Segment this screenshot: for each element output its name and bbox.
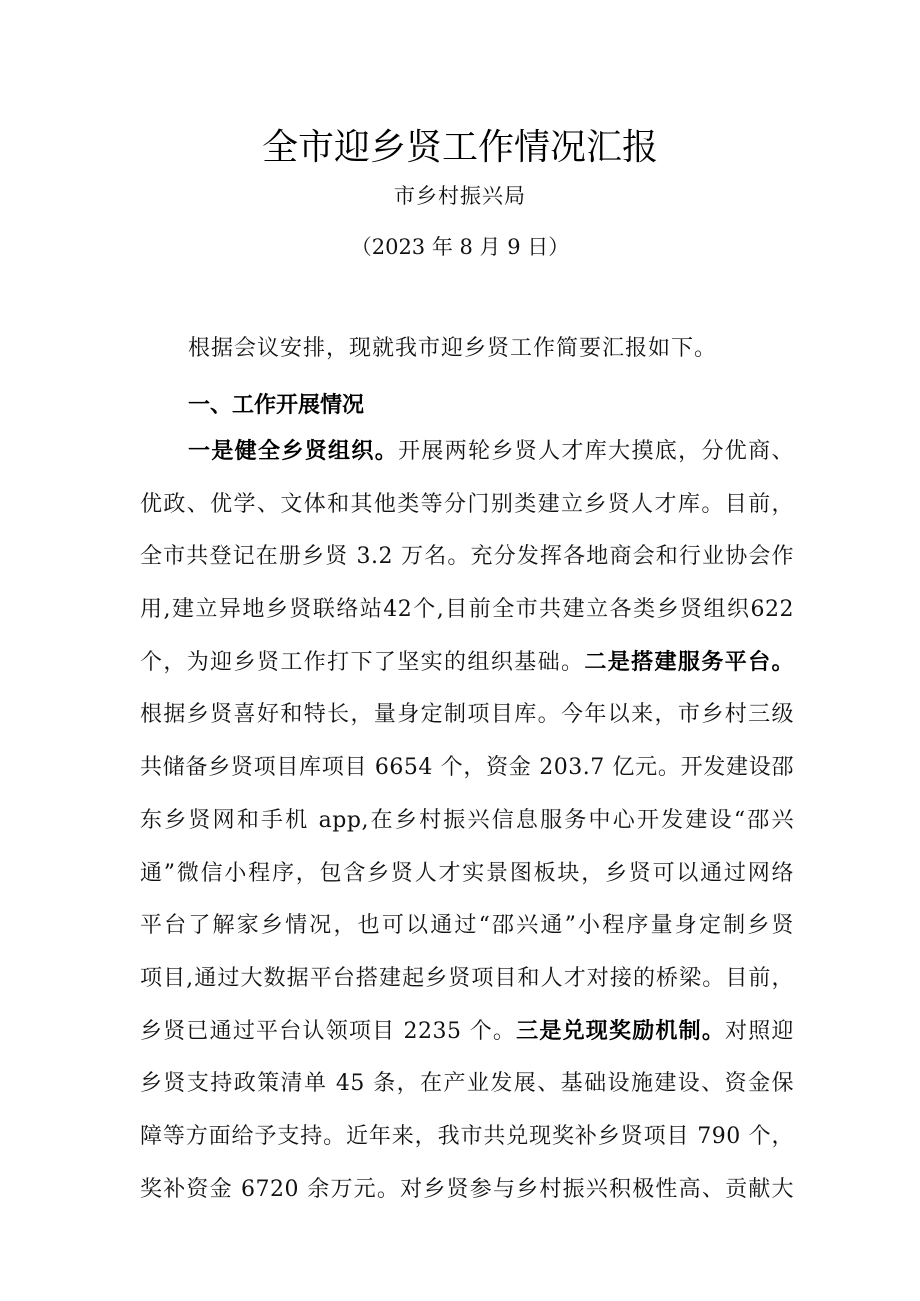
- bold-lead: 二是搭建服务平台。: [584, 649, 794, 675]
- body-paragraph: [140, 435, 794, 1225]
- section-heading: 一、工作开展情况: [188, 393, 365, 418]
- body-line: [140, 1120, 794, 1173]
- body-line: [140, 435, 794, 488]
- line-text: 用,建立异地乡贤联络站42个,目前全市共建立各类乡贤组织622: [140, 597, 794, 623]
- body-line: [140, 804, 794, 857]
- document-title: 全市迎乡贤工作情况汇报: [261, 127, 658, 168]
- line-text: 奖补资金 6720 余万元。对乡贤参与乡村振兴积极性高、贡献大: [140, 1176, 794, 1202]
- bold-lead: 一是健全乡贤组织。: [188, 439, 399, 464]
- body-line: [140, 698, 794, 751]
- line-text: 全市共登记在册乡贤 3.2 万名。充分发挥各地商会和行业协会作: [140, 544, 794, 570]
- body-line: [140, 1067, 794, 1120]
- body-line: [140, 593, 794, 646]
- document-author: 市乡村振兴局: [394, 184, 526, 208]
- body-line: [140, 857, 794, 910]
- line-text: 共储备乡贤项目库项目 6654 个，资金 203.7 亿元。开发建设邵: [140, 755, 794, 781]
- line-text: 通”微信小程序，包含乡贤人才实景图板块，乡贤可以通过网络: [140, 860, 794, 886]
- line-text: 障等方面给予支持。近年来，我市共兑现奖补乡贤项目 790 个，: [140, 1123, 794, 1149]
- line-text: 乡贤支持政策清单 45 条，在产业发展、基础设施建设、资金保: [140, 1071, 794, 1097]
- body-line: [140, 540, 794, 593]
- line-text: 开展两轮乡贤人才库大摸底，分优商、: [398, 439, 794, 464]
- body-line: [140, 962, 794, 1015]
- document-date: （2023 年 8 月 9 日）: [350, 235, 570, 259]
- body-line: [140, 751, 794, 804]
- body-line: [140, 909, 794, 962]
- body-line: [140, 1015, 794, 1068]
- line-text: 项目,通过大数据平台搭建起乡贤项目和人才对接的桥梁。目前，: [140, 965, 794, 991]
- line-text: 根据乡贤喜好和特长，量身定制项目库。今年以来，市乡村三级: [140, 702, 794, 728]
- line-text: 个，为迎乡贤工作打下了坚实的组织基础。: [140, 649, 585, 675]
- bold-lead: 三是兑现奖励机制。: [516, 1018, 726, 1044]
- line-text: 乡贤已通过平台认领项目 2235 个。: [140, 1018, 517, 1044]
- line-text: 优政、优学、文体和其他类等分门别类建立乡贤人才库。目前，: [140, 491, 794, 517]
- body-line: [140, 646, 794, 699]
- line-text: 平台了解家乡情况，也可以通过“邵兴通”小程序量身定制乡贤: [140, 913, 794, 939]
- line-text: 东乡贤网和手机 app,在乡村振兴信息服务中心开发建设“邵兴: [140, 807, 794, 833]
- body-line: [140, 488, 794, 541]
- line-text: 对照迎: [725, 1018, 794, 1044]
- intro-paragraph: 根据会议安排，现就我市迎乡贤工作简要汇报如下。: [188, 336, 718, 361]
- body-line: [140, 1173, 794, 1226]
